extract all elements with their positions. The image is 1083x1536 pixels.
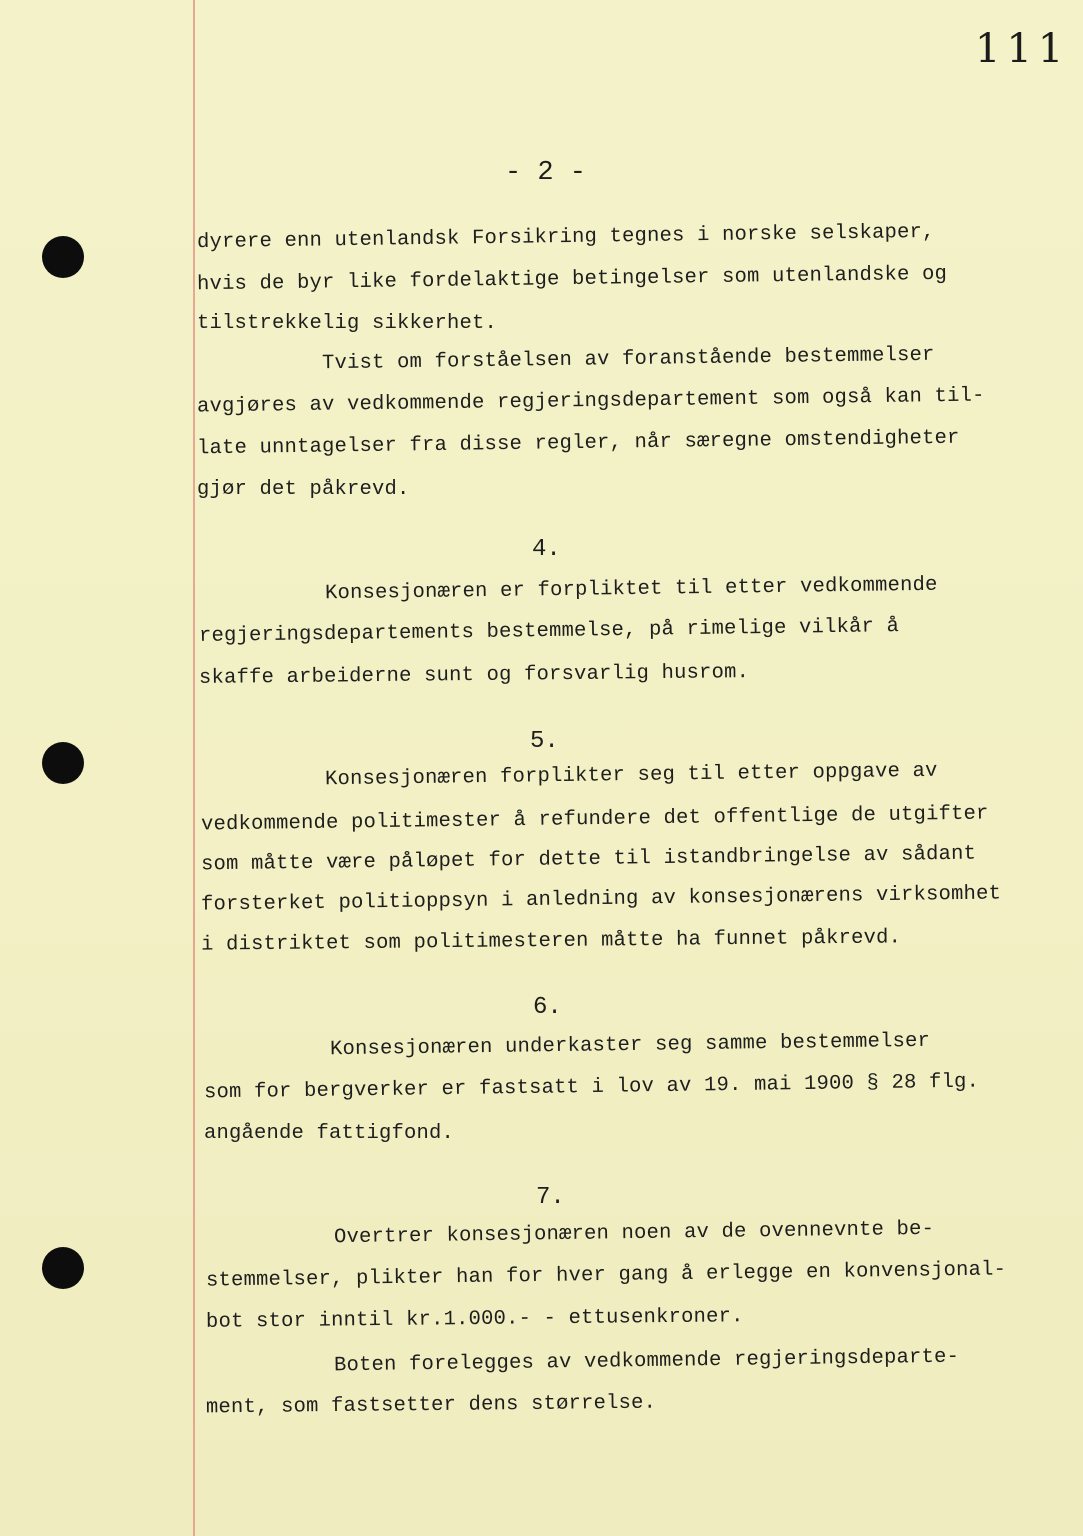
text-line: avgjøres av vedkommende regjeringsdepartement som også kan til- — [196, 384, 985, 419]
text-line: forsterket politioppsyn i anledning av konsesjonærens virksomhet — [200, 882, 1002, 917]
text-line: Tvist om forståelsen av foranstående bestemmelser — [321, 343, 935, 376]
page-number: 111 — [975, 26, 1070, 72]
text-line: dyrere enn utenlandsk Forsikring tegnes i norske selskaper, — [196, 220, 935, 255]
text-line: stemmelser, plikter han for hver gang å erlegge en konvensjonal- — [205, 1258, 1007, 1293]
text-line: skaffe arbeiderne sunt og forsvarlig husrom. — [198, 661, 750, 690]
punch-hole — [42, 742, 84, 784]
text-line: Konsesjonæren forplikter seg til etter oppgave av — [324, 759, 938, 792]
punch-hole — [42, 1247, 84, 1289]
text-line: bot stor inntil kr.1.000.- - ettusenkroner. — [205, 1305, 744, 1334]
text-line: Konsesjonæren er forpliktet til etter vedkommende — [324, 573, 938, 606]
text-line: ment, som fastsetter dens størrelse. — [205, 1391, 657, 1420]
text-line: som for bergverker er fastsatt i lov av 19. mai 1900 § 28 flg. — [203, 1070, 980, 1105]
text-line: i distriktet som politimesteren måtte ha funnet påkrevd. — [200, 926, 902, 957]
margin-line — [193, 0, 195, 1536]
punch-hole — [42, 236, 84, 278]
section-heading: 4. — [532, 536, 561, 563]
sheet-number: - 2 - — [505, 158, 587, 188]
text-line: som måtte være påløpet for dette til istandbringelse av sådant — [200, 842, 977, 877]
text-line: angående fattigfond. — [204, 1122, 455, 1145]
text-line: Overtrer konsesjonæren noen av de ovennevnte be- — [333, 1217, 935, 1250]
section-heading: 7. — [536, 1184, 565, 1211]
text-line: late unntagelser fra disse regler, når særegne omstendigheter — [196, 426, 960, 461]
section-heading: 5. — [530, 728, 559, 755]
text-line: Konsesjonæren underkaster seg samme bestemmelser — [329, 1029, 931, 1062]
text-line: tilstrekkelig sikkerhet. — [197, 312, 498, 335]
text-line: Boten forelegges av vedkommende regjeringsdeparte- — [333, 1345, 960, 1378]
text-line: vedkommende politimester å refundere det offentlige de utgifter — [200, 802, 989, 837]
text-line: hvis de byr like fordelaktige betingelser som utenlandske og — [196, 262, 948, 297]
text-line: regjeringsdepartements bestemmelse, på rimelige vilkår å — [198, 615, 900, 648]
text-line: gjør det påkrevd. — [197, 478, 410, 501]
section-heading: 6. — [533, 994, 562, 1021]
